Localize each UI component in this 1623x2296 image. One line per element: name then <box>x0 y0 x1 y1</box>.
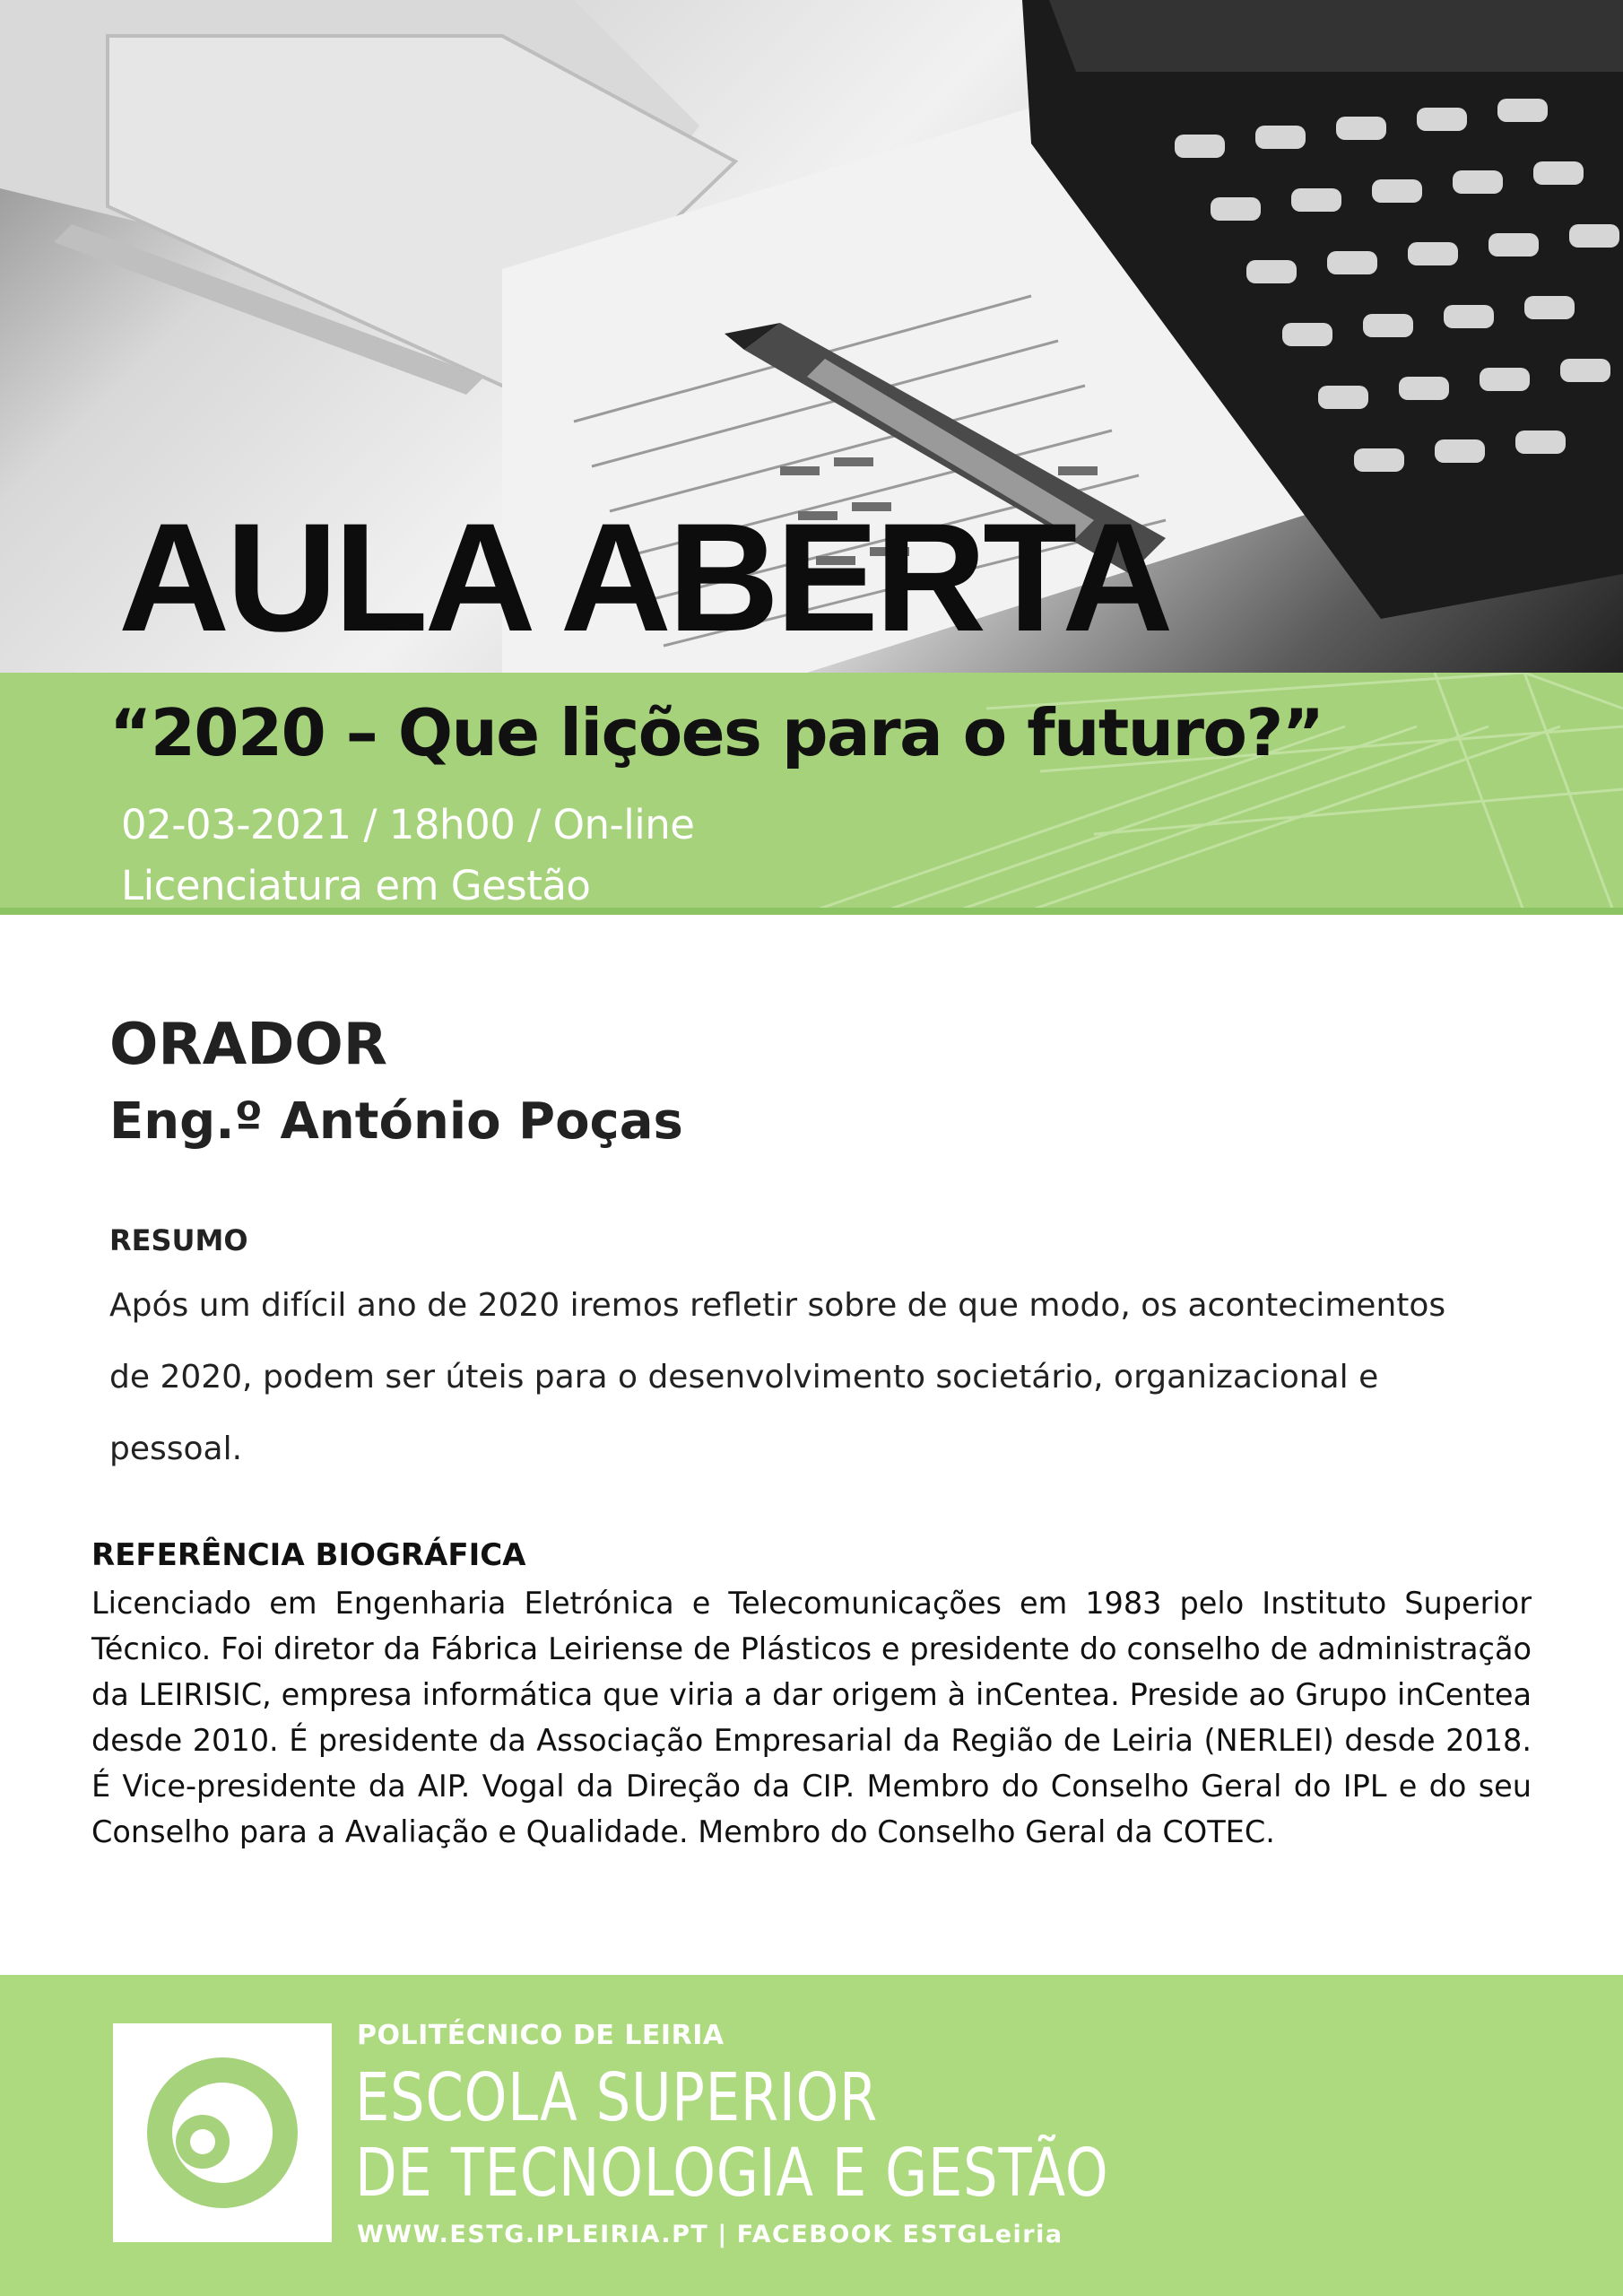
event-program: Licenciatura em Gestão <box>121 862 591 909</box>
event-info <box>121 795 695 917</box>
hero-photo <box>0 0 1623 673</box>
event-date-time-place: 02-03-2021 / 18h00 / On-line <box>121 801 695 848</box>
bio-heading: REFERÊNCIA BIOGRÁFICA <box>91 1537 526 1573</box>
summary-heading: RESUMO <box>109 1223 248 1257</box>
website-link[interactable]: WWW.ESTG.IPLEIRIA.PT <box>357 2221 709 2248</box>
speaker-heading: ORADOR <box>109 1012 388 1078</box>
summary-text: Após um difícil ano de 2020 iremos refletir sobre de que modo, os acontecimentos de 2020, podem ser úteis para o desenvolvimento societário, organizacional e pessoal. <box>109 1287 1446 1467</box>
speaker-name: Eng.º António Poças <box>109 1092 683 1151</box>
facebook-link[interactable]: FACEBOOK ESTGLeiria <box>736 2221 1063 2248</box>
main-title: AULA ABERTA <box>118 491 1170 664</box>
footer-separator: | <box>717 2221 728 2248</box>
parent-institution: POLITÉCNICO DE LEIRIA <box>357 2020 725 2051</box>
bio-text: Licenciado em Engenharia Eletrónica e Telecomunicações em 1983 pelo Instituto Superior Técnico. Foi diretor da Fábrica Leiriense de Plásticos e presidente do conselho de administração da LEIRISIC, empresa informática que viria a dar origem à inCentea. Preside ao Grupo inCentea desde 2010. É presidente da Associação Empresarial da Região de Leiria (NERLEI) desde 2018. É Vice-presidente da AIP. Vogal da Direção da CIP. Membro do Conselho Geral do IPL e do seu Conselho para a Avaliação e Qualidade. Membro do Conselho Geral da COTEC. <box>91 1586 1532 1849</box>
footer-links <box>357 2221 1063 2248</box>
estg-logo-icon <box>113 2023 332 2242</box>
school-name-line2: DE TECNOLOGIA E GESTÃO <box>355 2135 1109 2212</box>
school-name-line1: ESCOLA SUPERIOR <box>355 2059 879 2136</box>
logo-graphic <box>113 2023 332 2242</box>
event-subtitle: “2020 – Que lições para o futuro?” <box>109 695 1324 770</box>
